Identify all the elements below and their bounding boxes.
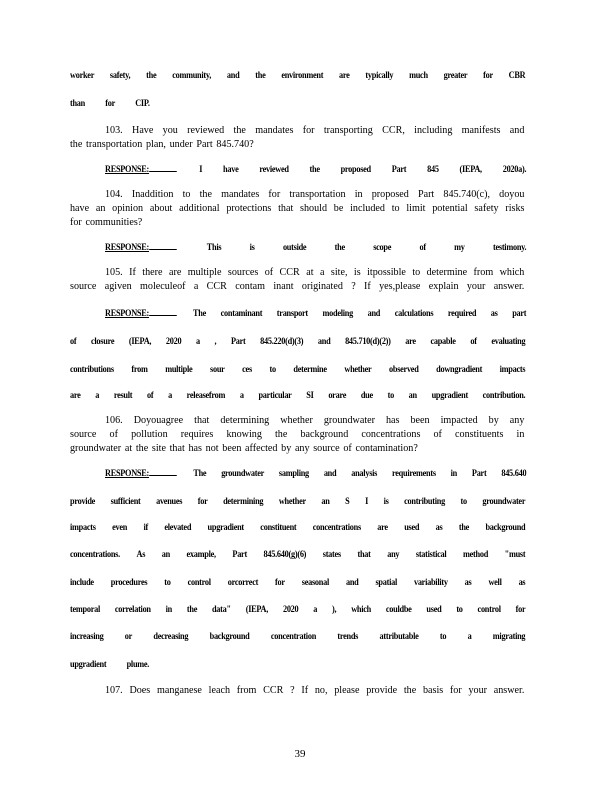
text-line: 105. If there are multiple sources of CCR at a site, is itpossible to determine from which [105,266,525,278]
response-label: RESPONSE: [105,308,178,318]
response-label: RESPONSE: [105,468,178,478]
text-line: source agiven moleculeof a CCR contam inant originated ? If yes,please explain your answer. [70,280,525,292]
text-line: the transportation plan, under Part 845.740? [70,138,254,150]
text-line: 104. Inaddition to the mandates for transportation in proposed Part 845.740(c), doyou [105,188,525,200]
text-line: 107. Does manganese leach from CCR ? If no, please provide the basis for your answer. [105,684,525,696]
text-line: RESPONSE: The contaminant transport modeling and calculations required as part [105,308,527,318]
text-line: for communities? [70,216,143,228]
text-line: source of pollution requires knowing the background concentrations of constituents in [70,428,525,440]
text-line: 106. Doyouagree that determining whether groundwater has been impacted by any [105,414,525,426]
text-line: have an opinion about additional protections that should be included to limit potential safety risks [70,202,525,214]
page-number: 39 [294,748,306,760]
text-line: worker safety, the community, and the environment are typically much greater for CBR [70,70,526,80]
text-line: RESPONSE: This is outside the scope of my testimony. [105,242,527,252]
text-line: RESPONSE: The groundwater sampling and analysis requirements in Part 845.640 [105,468,527,478]
text-line: include procedures to control orcorrect for seasonal and spatial variability as well as [70,577,526,587]
response-label: RESPONSE: [105,164,178,174]
text-line: are a result of a releasefrom a particular SI orare due to an upgradient contribution. [70,390,526,400]
text-line: groundwater at the site that has not been affected by any source of contamination? [70,442,418,454]
text-line: impacts even if elevated upgradient constituent concentrations are used as the background [70,522,526,532]
text-line: than for CIP. [70,98,150,108]
text-line: concentrations. As an example, Part 845.640(g)(6) states that any statistical method "must [70,549,526,559]
text-line: provide sufficient avenues for determining whether an S I is contributing to groundwater [70,496,526,506]
text-line: of closure (IEPA, 2020 a , Part 845.220(d)(3) and 845.710(d)(2)) are capable of evaluating [70,336,526,346]
text-line: increasing or decreasing background concentration trends attributable to a migrating [70,631,526,641]
text-line: 103. Have you reviewed the mandates for transporting CCR, including manifests and [105,124,525,136]
text-line: contributions from multiple sour ces to determine whether observed downgradient impacts [70,364,526,374]
text-line: temporal correlation in the data" (IEPA, 2020 a ), which couldbe used to control for [70,604,526,614]
response-label: RESPONSE: [105,242,178,252]
text-line: upgradient plume. [70,659,150,669]
text-line: RESPONSE: I have reviewed the proposed Part 845 (IEPA, 2020a). [105,164,527,174]
